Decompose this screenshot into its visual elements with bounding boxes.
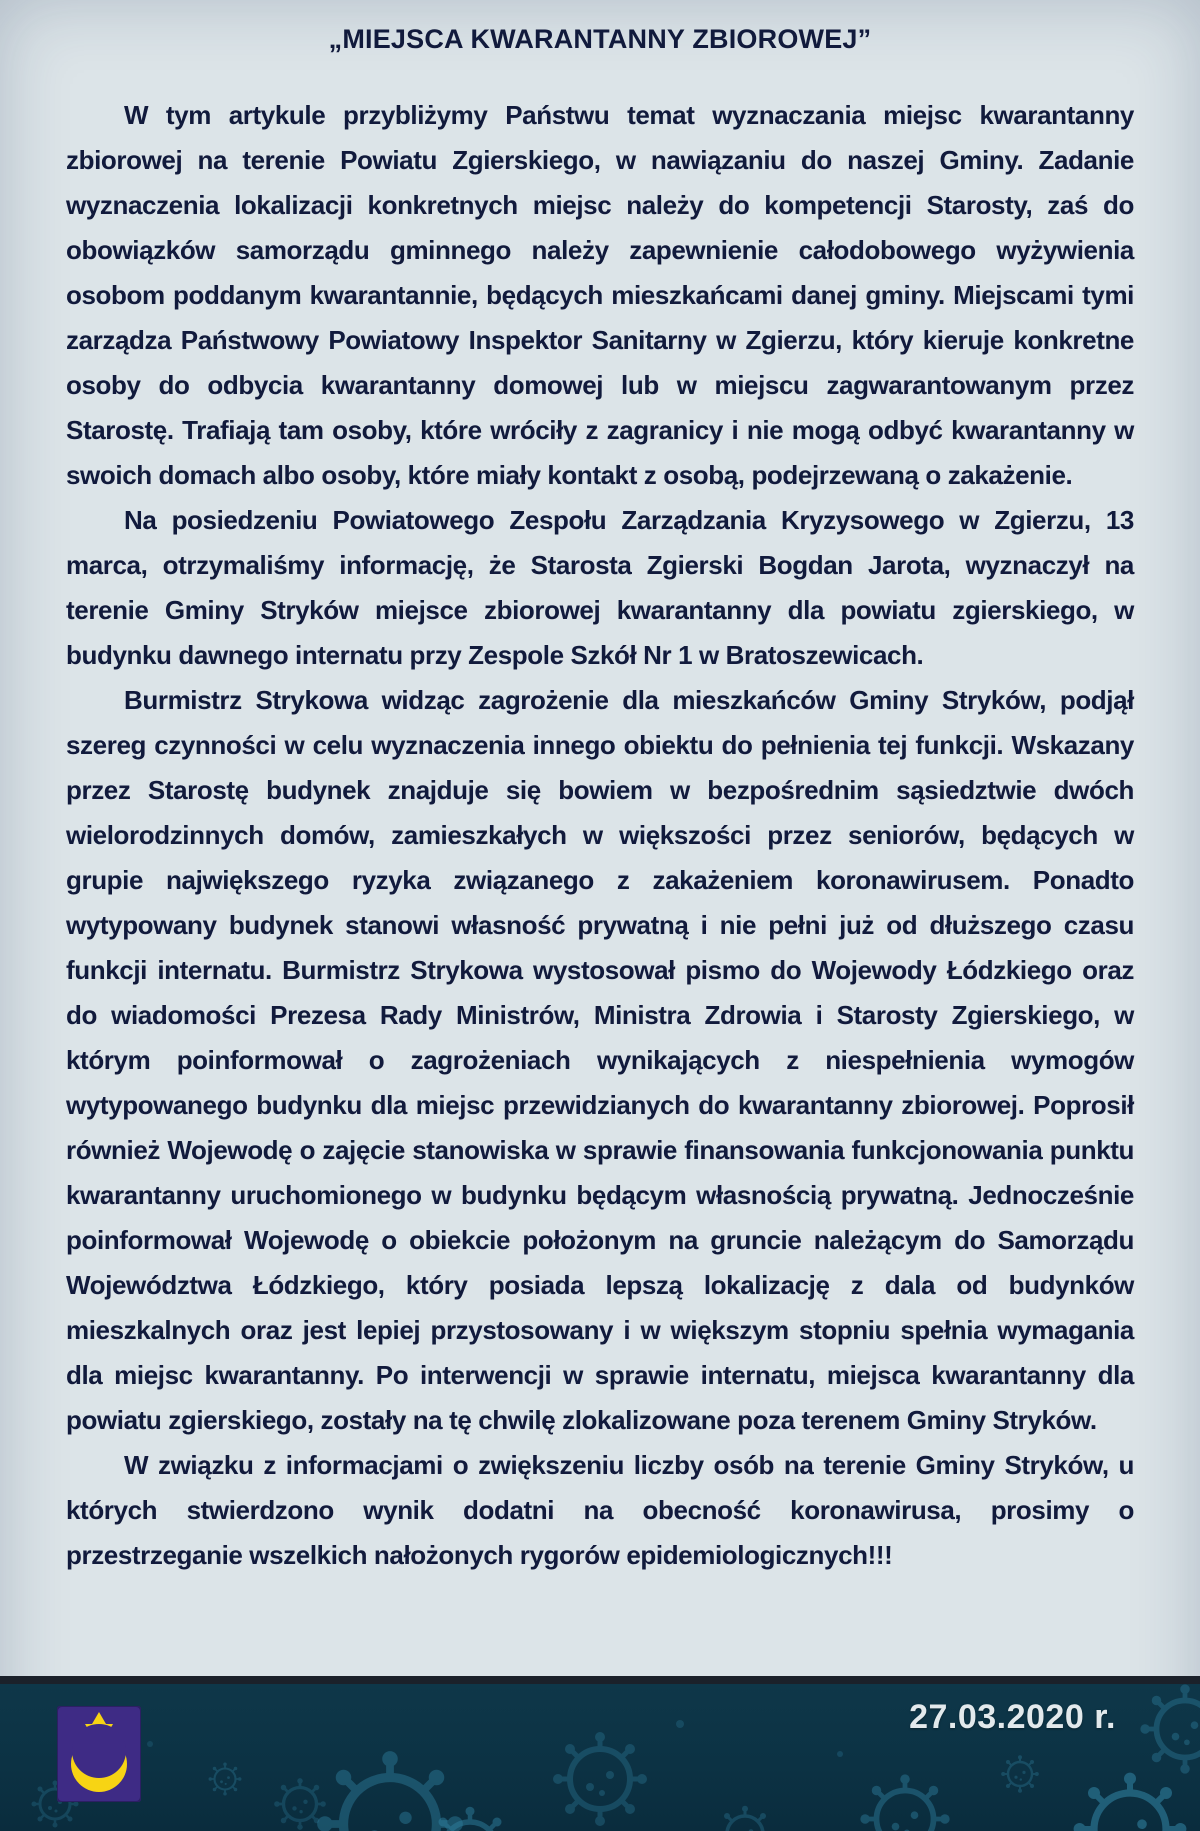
- article-paragraph: W związku z informacjami o zwiększeniu liczby osób na terenie Gminy Stryków, u których stwierdzono wynik dodatni na obecność koronawirusa, prosimy o przestrzeganie wszelkich nałożonych rygorów epidemiologicznych!!!: [66, 1450, 1134, 1570]
- article-body: [66, 93, 1134, 1578]
- footer-banner: [0, 1684, 1200, 1831]
- article-paragraph: Na posiedzeniu Powiatowego Zespołu Zarządzania Kryzysowego w Zgierzu, 13 marca, otrzymaliśmy informację, że Starosta Zgierski Bogdan Jarota, wyznaczył na terenie Gminy Stryków miejsce zbiorowej kwarantanny dla powiatu zgierskiego, w budynku dawnego internatu przy Zespole Szkół Nr 1 w Bratoszewicach.: [66, 505, 1134, 670]
- footer-date: 27.03.2020 r.: [909, 1698, 1116, 1736]
- footer-divider: [0, 1676, 1200, 1684]
- article-paragraph: W tym artykule przybliżymy Państwu temat wyznaczania miejsc kwarantanny zbiorowej na terenie Powiatu Zgierskiego, w nawiązaniu do naszej Gminy. Zadanie wyznaczenia lokalizacji konkretnych miejsc należy do kompetencji Starosty, zaś do obowiązków samorządu gminnego należy zapewnienie całodobowego wyżywienia osobom poddanym kwarantannie, będących mieszkańcami danej gminy. Miejscami tymi zarządza Państwowy Powiatowy Inspektor Sanitarny w Zgierzu, który kieruje konkretne osoby do odbycia kwarantanny domowej lub w miejscu zagwarantowanym przez Starostę. Trafiają tam osoby, które wróciły z zagranicy i nie mogą odbyć kwarantanny w swoich domach albo osoby, które miały kontakt z osobą, podejrzewaną o zakażenie.: [66, 100, 1134, 490]
- article-title: „MIEJSCA KWARANTANNY ZBIOROWEJ”: [328, 24, 872, 54]
- strykow-crest-icon: [57, 1706, 141, 1802]
- article-paragraph: Burmistrz Strykowa widząc zagrożenie dla mieszkańców Gminy Stryków, podjął szereg czynności w celu wyznaczenia innego obiektu do pełnienia tej funkcji. Wskazany przez Starostę budynek znajduje się bowiem w bezpośrednim sąsiedztwie dwóch wielorodzinnych domów, zamieszkałych w większości przez seniorów, będących w grupie największego ryzyka związanego z zakażeniem koronawirusem. Ponadto wytypowany budynek stanowi własność prywatną i nie pełni już od dłuższego czasu funkcji internatu. Burmistrz Strykowa wystosował pismo do Wojewody Łódzkiego oraz do wiadomości Prezesa Rady Ministrów, Ministra Zdrowia i Starosty Zgierskiego, w którym poinformował o zagrożeniach wynikających z niespełnienia wymogów wytypowanego budynku dla miejsc przewidzianych do kwarantanny zbiorowej. Poprosił również Wojewodę o zajęcie stanowiska w sprawie finansowania funkcjonowania punktu kwarantanny uruchomionego w budynku będącym własnością prywatną. Jednocześnie poinformował Wojewodę o obiekcie położonym na gruncie należącym do Samorządu Województwa Łódzkiego, który posiada lepszą lokalizację z dala od budynków mieszkalnych oraz jest lepiej przystosowany i w większym stopniu spełnia wymagania dla miejsc kwarantanny. Po interwencji w sprawie internatu, miejsca kwarantanny dla powiatu zgierskiego, zostały na tę chwilę zlokalizowane poza terenem Gminy Stryków.: [66, 685, 1134, 1435]
